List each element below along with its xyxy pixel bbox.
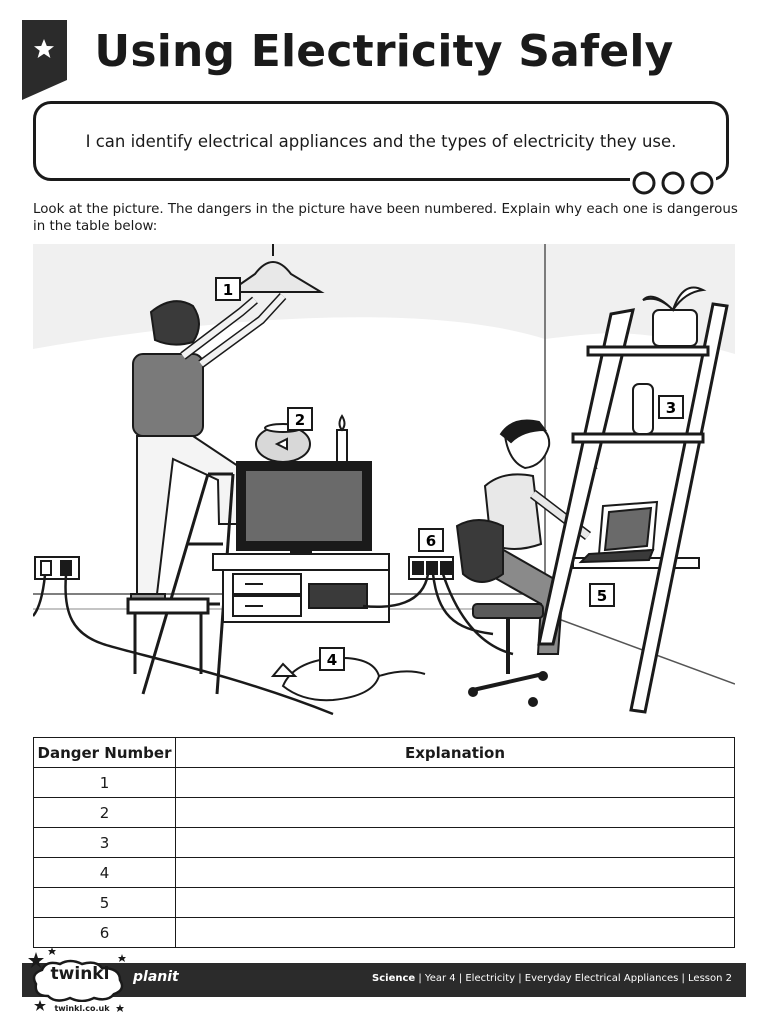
danger-marker-5 — [590, 584, 614, 606]
lesson-details: | Year 4 | Electricity | Everyday Electrical Appliances | Lesson 2 — [415, 973, 732, 984]
lesson-info — [372, 973, 732, 984]
explanation-cell[interactable] — [176, 888, 735, 918]
planit-logo-text: planit — [133, 969, 179, 985]
twinkl-website: twinkl.co.uk — [54, 1004, 110, 1013]
learning-objective-box — [33, 101, 729, 181]
page-title: Using Electricity Safely — [94, 26, 674, 77]
decorative-dots — [630, 170, 716, 196]
danger-number-cell: 2 — [34, 798, 176, 828]
table-row — [34, 858, 735, 888]
danger-number-header: Danger Number — [34, 738, 176, 768]
danger-number-cell: 4 — [34, 858, 176, 888]
dangers-table — [33, 737, 735, 948]
danger-number-cell: 6 — [34, 918, 176, 948]
danger-marker-1-label: 1 — [222, 281, 234, 299]
explanation-cell[interactable] — [176, 858, 735, 888]
danger-marker-1 — [216, 278, 240, 300]
learning-objective-text: I can identify electrical appliances and the types of electricity they use. — [85, 131, 677, 151]
danger-marker-3 — [659, 396, 683, 418]
danger-number-cell: 5 — [34, 888, 176, 918]
table-row — [34, 918, 735, 948]
danger-marker-6 — [419, 529, 443, 551]
explanation-cell[interactable] — [176, 828, 735, 858]
tv-unit — [213, 462, 389, 622]
room-illustration — [33, 244, 735, 730]
table-row — [34, 888, 735, 918]
explanation-cell[interactable] — [176, 918, 735, 948]
instructions-text: Look at the picture. The dangers in the picture have been numbered. Explain why each one is dangerous in the table below: — [33, 202, 738, 234]
danger-marker-2 — [288, 408, 312, 430]
danger-marker-4 — [320, 648, 344, 670]
lesson-subject: Science — [372, 973, 416, 984]
table-row — [34, 768, 735, 798]
danger-marker-2-label: 2 — [294, 411, 306, 429]
danger-marker-5-label: 5 — [596, 587, 608, 605]
danger-marker-4-label: 4 — [326, 651, 338, 669]
explanation-cell[interactable] — [176, 798, 735, 828]
danger-number-cell: 1 — [34, 768, 176, 798]
twinkl-brand-text: twinkl — [50, 964, 110, 984]
danger-marker-6-label: 6 — [425, 532, 437, 550]
explanation-cell[interactable] — [176, 768, 735, 798]
table-row — [34, 798, 735, 828]
table-row — [34, 828, 735, 858]
danger-marker-3-label: 3 — [665, 399, 677, 417]
danger-number-cell: 3 — [34, 828, 176, 858]
explanation-header: Explanation — [176, 738, 735, 768]
table-header-row — [34, 738, 735, 768]
